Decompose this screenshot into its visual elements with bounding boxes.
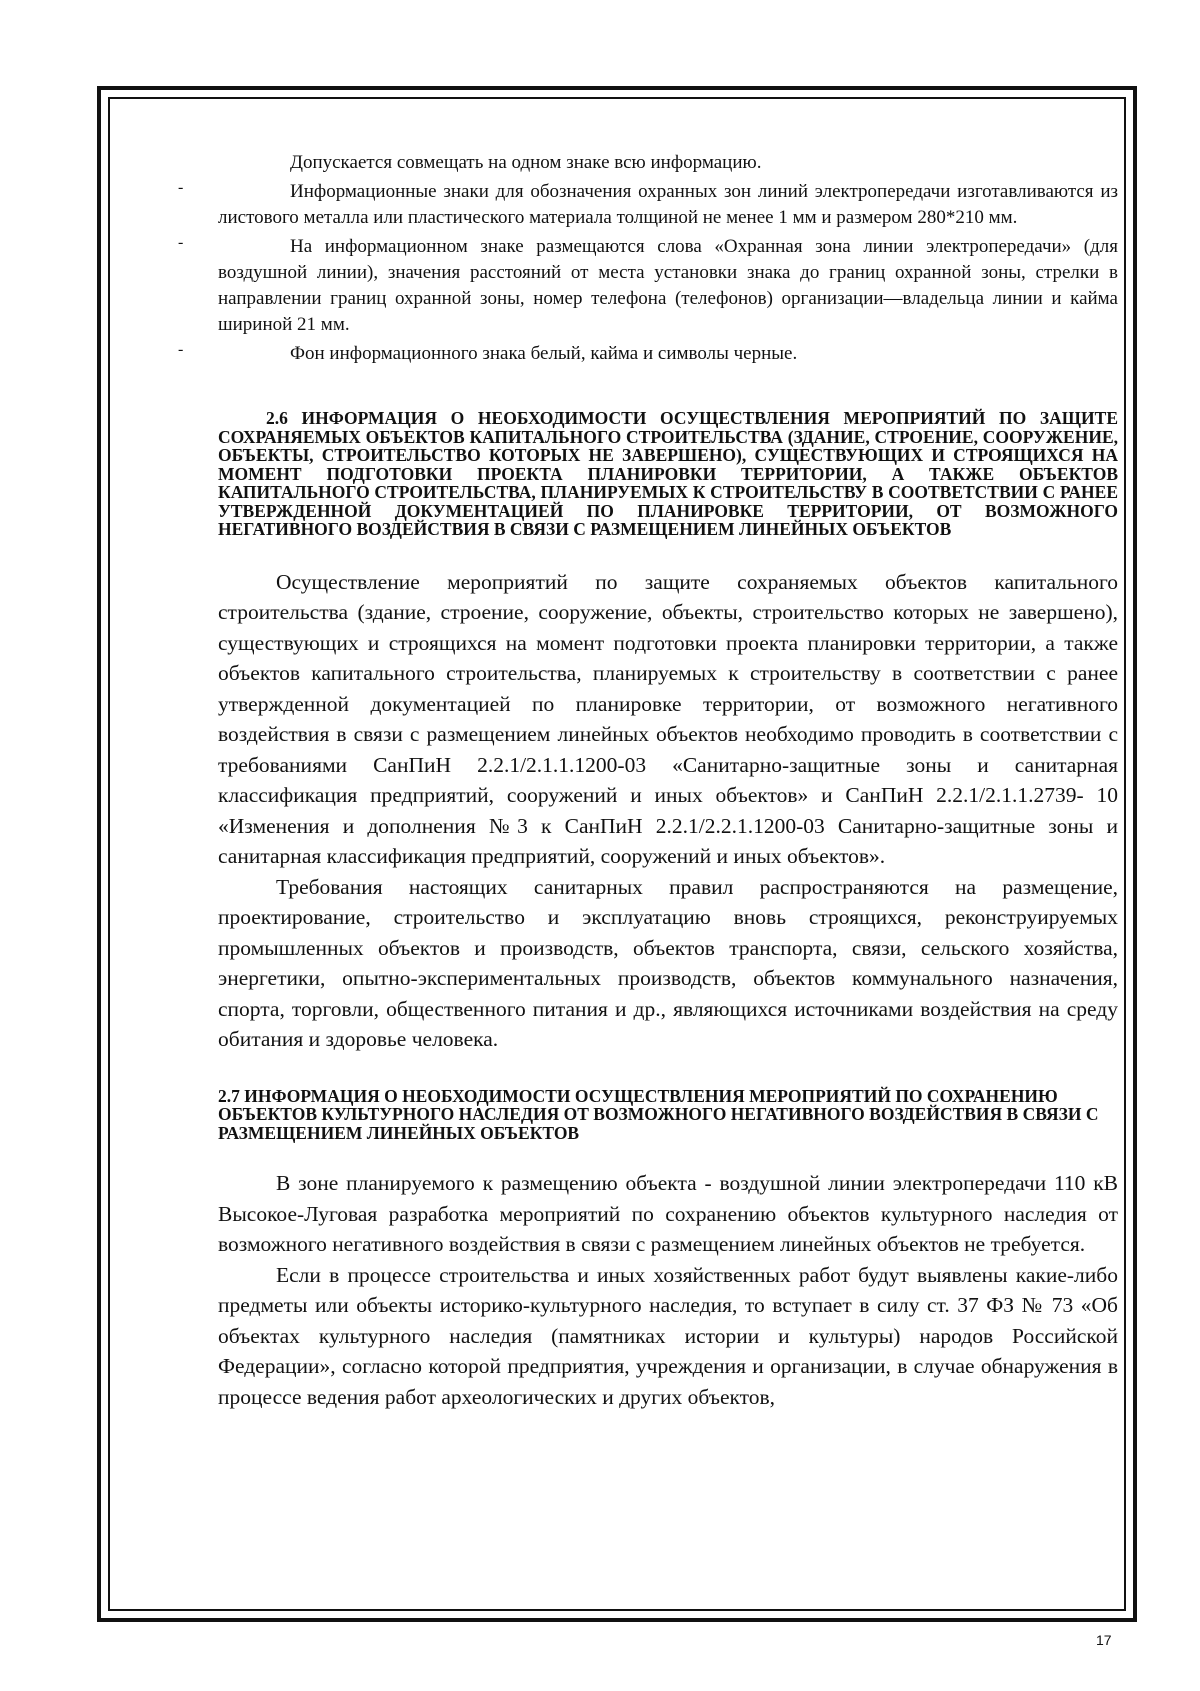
- section-2-6-paragraph-2: Требования настоящих санитарных правил распространяются на размещение, проектирование, строительство и эксплуатацию вновь строящихся, реконструируемых промышленных объектов и производств, объектов транспорта, связи, сельского хозяйства, энергетики, опытно-экспериментальных производств, объектов коммунального назначения, спорта, торговли, общественного питания и др., являющихся источниками воздействия на среду обитания и здоровье человека.: [218, 874, 1118, 1051]
- section-2-7-paragraph-1: В зоне планируемого к размещению объекта - воздушной линии электропередачи 110 кВ Высокое-Луговая разработка мероприятий по сохранению объектов культурного наследия от возможного негативного воздействия в связи с размещением линейных объектов не требуется.: [218, 1171, 1118, 1256]
- section-2-7-heading: 2.7 ИНФОРМАЦИЯ О НЕОБХОДИМОСТИ ОСУЩЕСТВЛЕНИЯ МЕРОПРИЯТИЙ ПО СОХРАНЕНИЮ ОБЪЕКТОВ КУЛЬТУРНОГО НАСЛЕДИЯ ОТ ВОЗМОЖНОГО НЕГАТИВНОГО ВОЗДЕЙСТВИЯ В СВЯЗИ С РАЗМЕЩЕНИЕМ ЛИНЕЙНЫХ ОБЪЕКТОВ: [218, 1085, 1099, 1143]
- document-body: [178, 150, 1118, 1412]
- dash-marker: -: [178, 234, 184, 251]
- dash-marker: -: [178, 341, 184, 358]
- page-number: 17: [1096, 1632, 1112, 1648]
- section-2-7-paragraph-2: Если в процессе строительства и иных хозяйственных работ будут выявлены какие-либо предметы или объекты историко-культурного наследия, то вступает в силу ст. 37 ФЗ № 73 «Об объектах культурного наследия (памятниках истории и культуры) народов Российской Федерации», согласно которой предприятия, учреждения и организации, в случае обнаружения в процессе ведения работ археологических и других объектов,: [218, 1262, 1118, 1409]
- dash-marker: -: [178, 179, 184, 196]
- list-item-sign-colors: [178, 341, 1118, 367]
- intro-paragraph-1: Допускается совмещать на одном знаке всю информацию.: [290, 152, 762, 173]
- intro-paragraph-4: Фон информационного знака белый, кайма и символы черные.: [290, 343, 798, 364]
- list-item-sign-text: [178, 234, 1118, 338]
- section-2-6-paragraph-1: Осуществление мероприятий по защите сохраняемых объектов капитального строительства (здание, строение, сооружение, объекты, строительство которых не завершено), существующих и строящихся на момент подготовки проекта планировки территории, а также объектов капитального строительства, планируемых к строительству в соответствии с ранее утвержденной документацией по планировке территории, от возможного негативного воздействия в связи с размещением линейных объектов необходимо проводить в соответствии с требованиями СанПиН 2.2.1/2.1.1.1200-03 «Санитарно-защитные зоны и санитарная классификация предприятий, сооружений и иных объектов» и СанПиН 2.2.1/2.1.1.2739- 10 «Изменения и дополнения №3 к СанПиН 2.2.1/2.2.1.1200-03 Санитарно-защитные зоны и санитарная классификация предприятий, сооружений и иных объектов».: [218, 569, 1118, 868]
- intro-paragraph-3: На информационном знаке размещаются слова «Охранная зона линии электропередачи» (для воздушной линии), значения расстояний от места установки знака до границ охранной зоны, стрелки в направлении границ охранной зоны, номер телефона (телефонов) организации—владельца линии и кайма шириной 21 мм.: [218, 236, 1118, 335]
- list-item-sign-material: [178, 179, 1118, 231]
- intro-paragraph-2: Информационные знаки для обозначения охранных зон линий электропередачи изготавливаются из листового металла или пластического материала толщиной не менее 1 мм и размером 280*210 мм.: [218, 181, 1118, 228]
- section-2-6-heading: 2.6 ИНФОРМАЦИЯ О НЕОБХОДИМОСТИ ОСУЩЕСТВЛЕНИЯ МЕРОПРИЯТИЙ ПО ЗАЩИТЕ СОХРАНЯЕМЫХ ОБЪЕКТОВ КАПИТАЛЬНОГО СТРОИТЕЛЬСТВА (ЗДАНИЕ, СТРОЕНИЕ, СООРУЖЕНИЕ, ОБЪЕКТЫ, СТРОИТЕЛЬСТВО КОТОРЫХ НЕ ЗАВЕРШЕНО), СУЩЕСТВУЮЩИХ И СТРОЯЩИХСЯ НА МОМЕНТ ПОДГОТОВКИ ПРОЕКТА ПЛАНИРОВКИ ТЕРРИТОРИИ, А ТАКЖЕ ОБЪЕКТОВ КАПИТАЛЬНОГО СТРОИТЕЛЬСТВА, ПЛАНИРУЕМЫХ К СТРОИТЕЛЬСТВУ В СООТВЕТСТВИИ С РАНЕЕ УТВЕРЖДЕННОЙ ДОКУМЕНТАЦИЕЙ ПО ПЛАНИРОВКЕ ТЕРРИТОРИИ, ОТ ВОЗМОЖНОГО НЕГАТИВНОГО ВОЗДЕЙСТВИЯ В СВЯЗИ С РАЗМЕЩЕНИЕМ ЛИНЕЙНЫХ ОБЪЕКТОВ: [218, 408, 1118, 539]
